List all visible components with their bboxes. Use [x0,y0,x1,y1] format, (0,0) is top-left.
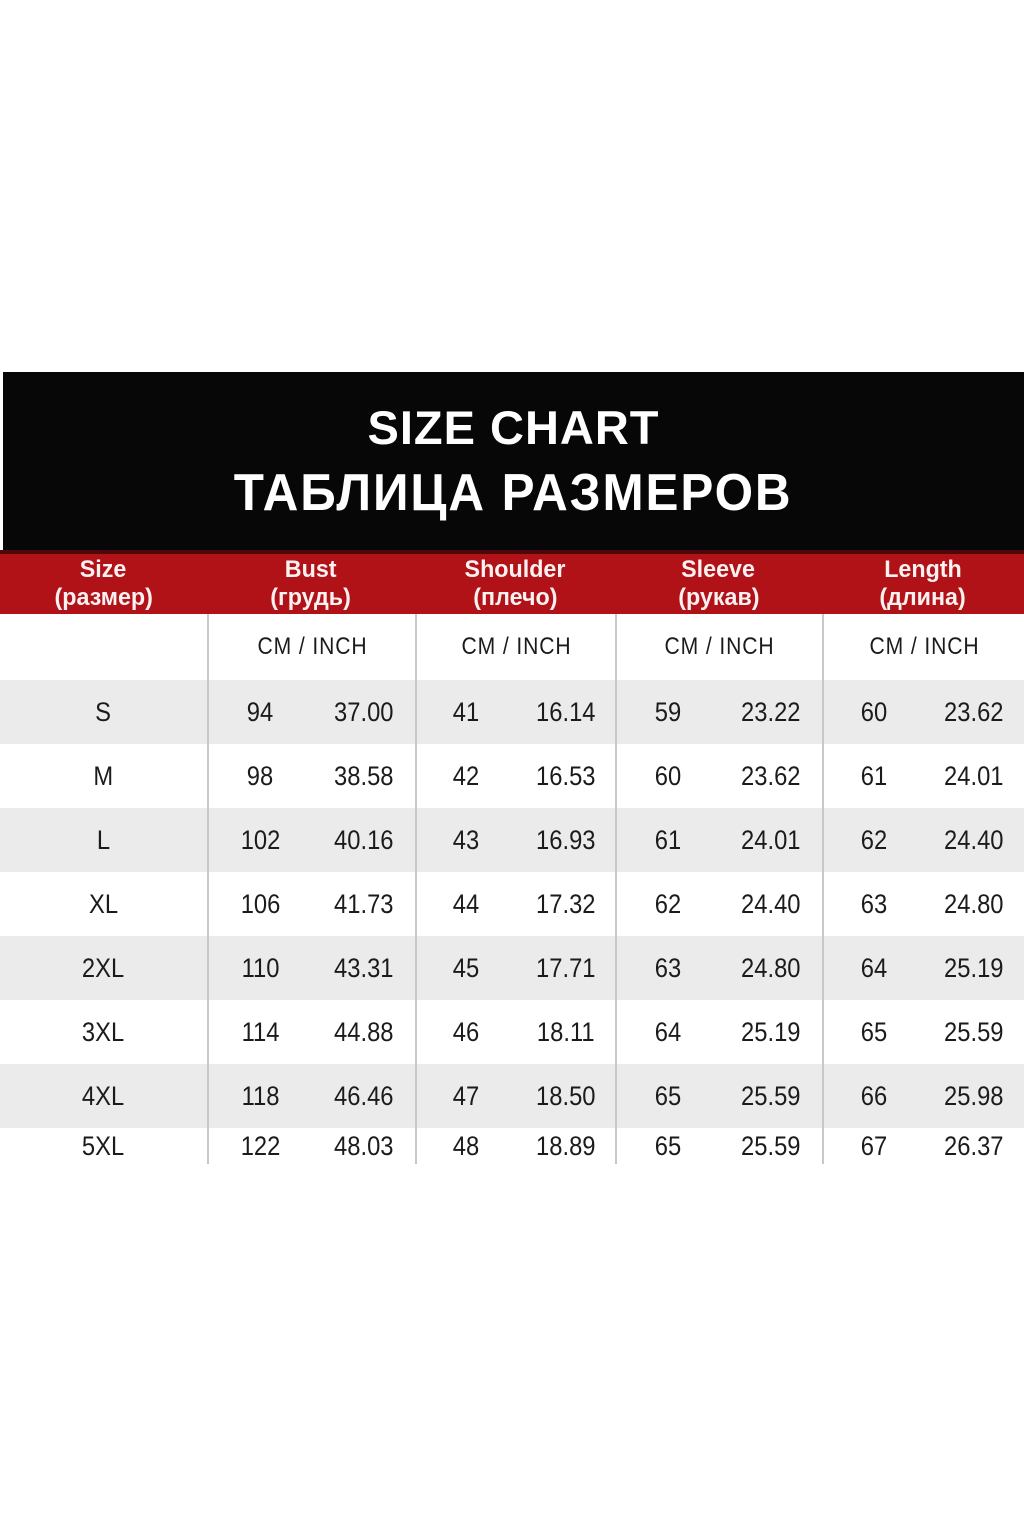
shoulder-inch-value: 16.93 [535,824,596,855]
size-label: M [93,760,114,791]
bust-values-cell [207,680,415,744]
length-units-label: CM / INCH [869,633,979,660]
bust-units-cell [207,614,415,680]
sleeve-values-cell [615,1128,822,1164]
shoulder-inch-value: 18.89 [535,1130,596,1161]
bust-inch-value: 43.31 [333,952,394,983]
size-table-body [0,680,1024,1164]
length-cm-value: 60 [860,696,888,727]
bust-values-cell [207,872,415,936]
length-cm-value: 66 [860,1080,888,1111]
length-values-cell [822,936,1024,1000]
column-header-sleeve [615,554,822,614]
length-inch-value: 26.37 [944,1130,1004,1161]
bust-inch-value: 40.16 [333,824,394,855]
bust-values-cell [207,808,415,872]
length-cm-value: 62 [860,824,888,855]
table-row [0,1064,1024,1128]
sleeve-inch-value: 25.59 [741,1080,801,1111]
sleeve-inch-value: 24.01 [741,824,801,855]
sleeve-cm-value: 63 [655,952,682,983]
table-row [0,936,1024,1000]
size-label-cell [0,1064,207,1128]
bust-inch-value: 38.58 [333,760,394,791]
shoulder-units-label: CM / INCH [461,633,571,660]
shoulder-cm-value: 46 [453,1016,480,1047]
units-row-empty-cell [0,614,207,680]
table-row [0,1000,1024,1064]
column-header-shoulder-en: Shoulder [464,556,566,583]
sleeve-cm-value: 59 [655,696,682,727]
length-inch-value: 25.59 [944,1016,1004,1047]
column-header-sleeve-en: Sleeve [681,556,756,583]
length-units-cell [822,614,1024,680]
size-label: 2XL [82,952,125,983]
bust-units-label: CM / INCH [257,633,367,660]
bust-inch-value: 41.73 [333,888,394,919]
sleeve-values-cell [615,744,822,808]
size-label-cell [0,872,207,936]
column-header-size-en: Size [80,556,127,583]
length-values-cell [822,1128,1024,1164]
shoulder-values-cell [415,1128,615,1164]
size-label: L [96,824,111,855]
shoulder-inch-value: 16.14 [535,696,596,727]
length-values-cell [822,680,1024,744]
sleeve-cm-value: 62 [655,888,682,919]
sleeve-units-label: CM / INCH [664,633,775,660]
shoulder-values-cell [415,680,615,744]
shoulder-values-cell [415,808,615,872]
bust-cm-value: 94 [247,696,274,727]
size-label-cell [0,808,207,872]
sleeve-cm-value: 65 [655,1130,682,1161]
bust-inch-value: 37.00 [333,696,394,727]
bust-cm-value: 122 [240,1130,281,1161]
sleeve-values-cell [615,808,822,872]
length-inch-value: 24.80 [944,888,1004,919]
bust-values-cell [207,1000,415,1064]
page-subtitle-russian: ТАБЛИЦА РАЗМЕРОВ [234,463,793,522]
units-row [0,614,1024,680]
bust-cm-value: 106 [240,888,281,919]
size-label-cell [0,744,207,808]
bust-values-cell [207,1064,415,1128]
length-cm-value: 67 [860,1130,888,1161]
column-header-shoulder-ru: (плечо) [472,584,558,611]
column-header-size-ru: (размер) [54,584,153,611]
column-header-bust-ru: (грудь) [270,584,352,611]
shoulder-cm-value: 44 [453,888,480,919]
bust-cm-value: 98 [247,760,274,791]
column-header-length-ru: (длина) [879,584,967,611]
column-header-bust-en: Bust [285,556,337,583]
size-label: 3XL [82,1016,125,1047]
shoulder-inch-value: 17.71 [535,952,596,983]
bust-values-cell [207,1128,415,1164]
size-label-cell [0,680,207,744]
sleeve-values-cell [615,872,822,936]
column-header-band [0,550,1024,614]
column-header-size [0,554,207,614]
size-table [0,614,1024,1164]
length-inch-value: 25.98 [944,1080,1004,1111]
column-header-shoulder [415,554,615,614]
title-banner [3,372,1024,550]
length-cm-value: 65 [860,1016,888,1047]
shoulder-cm-value: 48 [453,1130,480,1161]
length-values-cell [822,1000,1024,1064]
bust-inch-value: 48.03 [333,1130,394,1161]
size-label-cell [0,1128,207,1164]
shoulder-cm-value: 45 [453,952,480,983]
sleeve-cm-value: 64 [655,1016,682,1047]
shoulder-values-cell [415,936,615,1000]
shoulder-inch-value: 17.32 [535,888,596,919]
shoulder-cm-value: 43 [453,824,480,855]
bust-cm-value: 118 [241,1080,280,1111]
size-label: S [95,696,112,727]
length-cm-value: 64 [860,952,888,983]
sleeve-inch-value: 23.62 [741,760,801,791]
length-inch-value: 24.01 [944,760,1004,791]
bust-cm-value: 102 [240,824,281,855]
size-label-cell [0,1000,207,1064]
length-values-cell [822,872,1024,936]
shoulder-inch-value: 18.50 [535,1080,596,1111]
shoulder-inch-value: 18.11 [536,1016,595,1047]
shoulder-values-cell [415,1064,615,1128]
sleeve-values-cell [615,680,822,744]
bust-cm-value: 114 [241,1016,280,1047]
size-label-cell [0,936,207,1000]
table-row [0,808,1024,872]
length-values-cell [822,808,1024,872]
shoulder-values-cell [415,872,615,936]
length-inch-value: 25.19 [944,952,1004,983]
shoulder-cm-value: 42 [453,760,480,791]
size-label: 5XL [82,1130,125,1161]
column-header-sleeve-ru: (рукав) [677,584,760,611]
table-row [0,1128,1024,1164]
length-inch-value: 24.40 [944,824,1004,855]
size-label: 4XL [82,1080,125,1111]
table-row [0,680,1024,744]
length-values-cell [822,744,1024,808]
length-cm-value: 61 [860,760,888,791]
sleeve-cm-value: 60 [655,760,682,791]
sleeve-values-cell [615,1000,822,1064]
sleeve-values-cell [615,936,822,1000]
page-title: SIZE CHART [367,400,660,454]
sleeve-inch-value: 25.59 [741,1130,801,1161]
column-header-bust [207,554,415,614]
shoulder-values-cell [415,1000,615,1064]
bust-values-cell [207,744,415,808]
column-header-length-en: Length [884,556,962,583]
bust-inch-value: 44.88 [333,1016,394,1047]
sleeve-inch-value: 24.80 [741,952,801,983]
sleeve-inch-value: 24.40 [741,888,801,919]
bust-inch-value: 46.46 [333,1080,394,1111]
sleeve-inch-value: 25.19 [741,1016,801,1047]
sleeve-cm-value: 65 [655,1080,682,1111]
bust-cm-value: 110 [241,952,280,983]
sleeve-units-cell [615,614,822,680]
shoulder-inch-value: 16.53 [535,760,596,791]
shoulder-cm-value: 47 [453,1080,480,1111]
shoulder-units-cell [415,614,615,680]
size-label: XL [88,888,119,919]
table-row [0,872,1024,936]
bust-values-cell [207,936,415,1000]
shoulder-cm-value: 41 [453,696,480,727]
length-inch-value: 23.62 [944,696,1004,727]
column-header-length [822,554,1024,614]
table-row [0,744,1024,808]
sleeve-inch-value: 23.22 [741,696,801,727]
sleeve-values-cell [615,1064,822,1128]
length-values-cell [822,1064,1024,1128]
sleeve-cm-value: 61 [655,824,682,855]
length-cm-value: 63 [860,888,888,919]
shoulder-values-cell [415,744,615,808]
